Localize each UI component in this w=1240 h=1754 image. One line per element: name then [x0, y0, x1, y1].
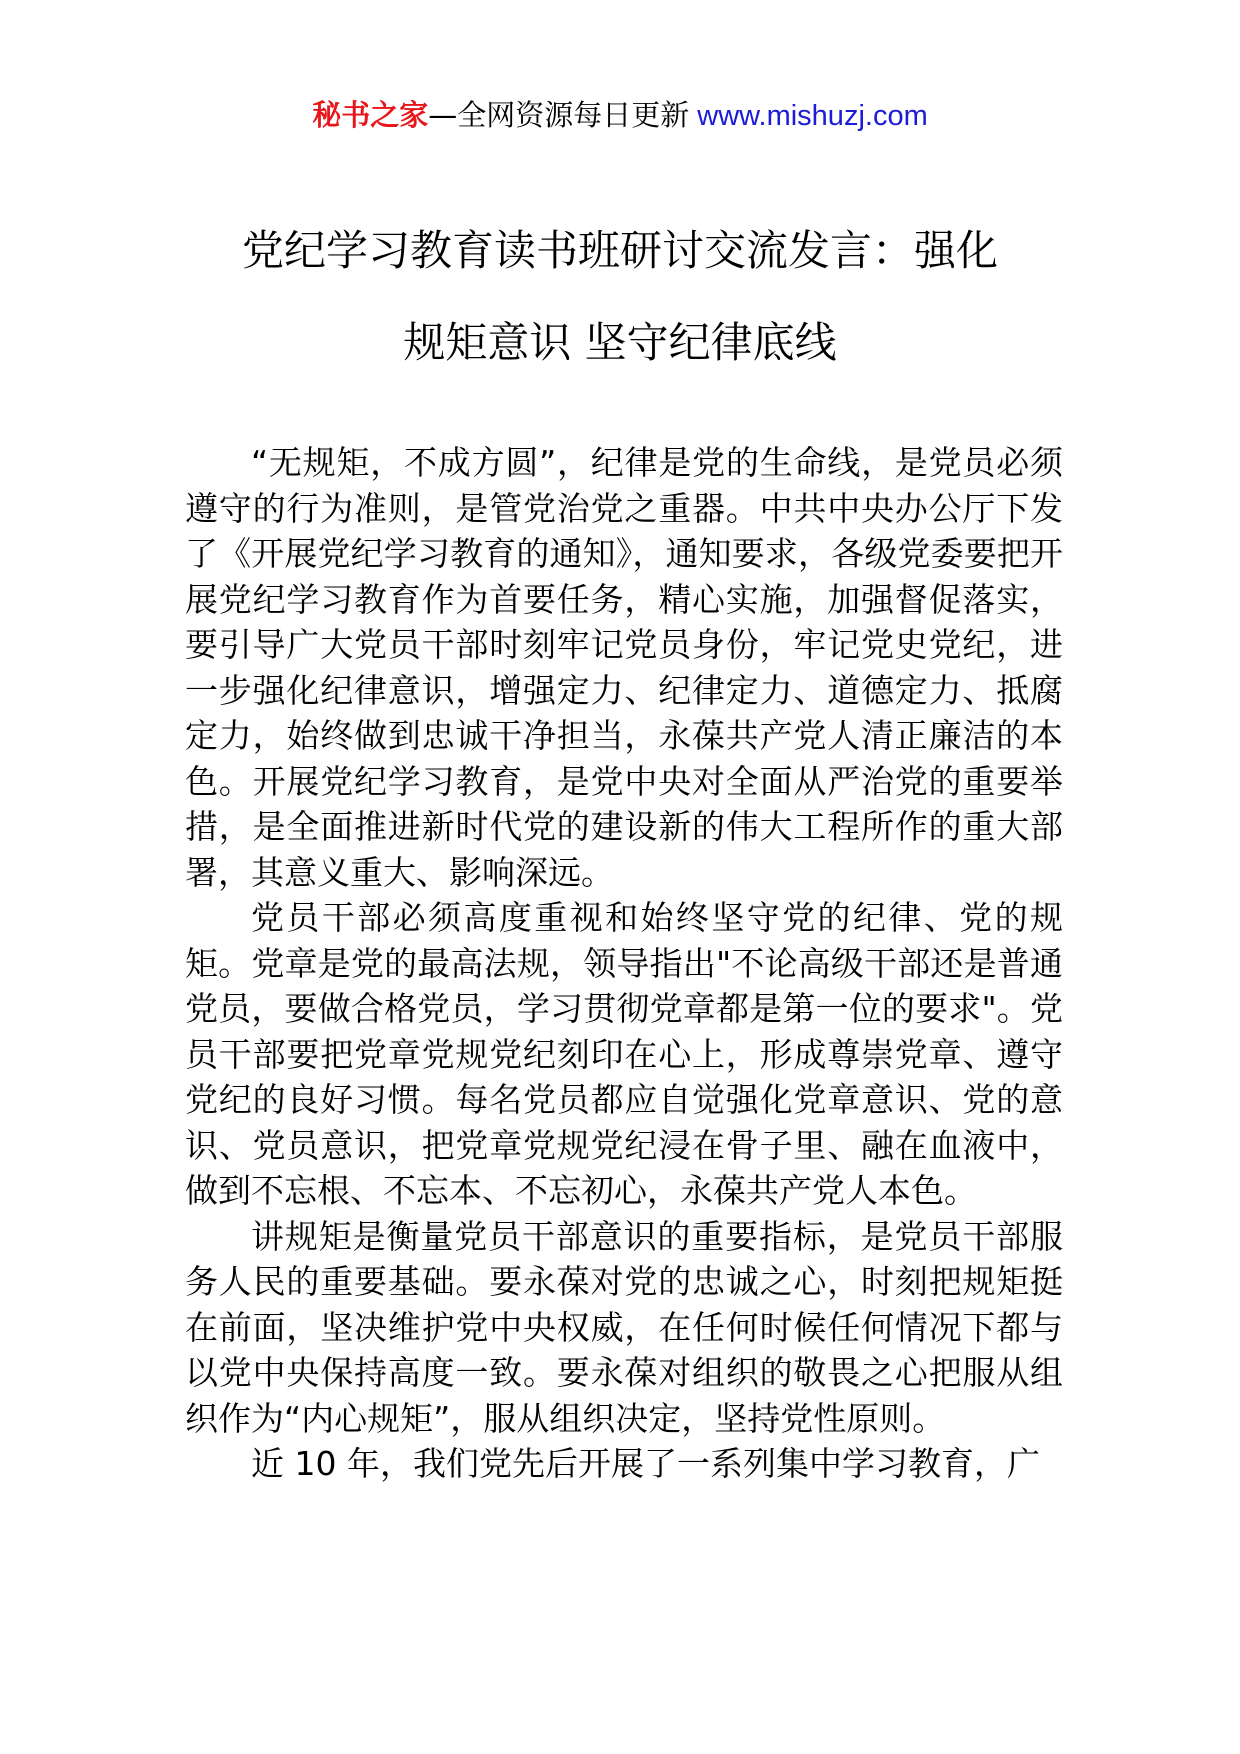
- document-title: [120, 205, 1120, 389]
- site-url-link[interactable]: www.mishuzj.com: [697, 100, 928, 132]
- site-header: [0, 95, 1240, 136]
- title-line-1: 党纪学习教育读书班研讨交流发言：强化: [241, 226, 998, 275]
- paragraph-4: 近 10 年，我们党先后开展了一系列集中学习教育，广: [251, 1444, 1040, 1483]
- paragraph-3: 讲规矩是衡量党员干部意识的重要指标，是党员干部服务人民的重要基础。要永葆对党的忠诚之心，时刻把规矩挺在前面，坚决维护党中央权威，在任何时候任何情况下都与以党中央保持高度一致。要永葆对组织的敬畏之心把服从组织作为“内心规矩”，服从组织决定，坚持党性原则。: [185, 1216, 1063, 1438]
- paragraph-1: “无规矩，不成方圆”，纪律是党的生命线，是党员必须遵守的行为准则，是管党治党之重器。中共中央办公厅下发了《开展党纪学习教育的通知》，通知要求，各级党委要把开展党纪学习教育作为首要任务，精心实施，加强督促落实，要引导广大党员干部时刻牢记党员身份，牢记党史党纪，进一步强化纪律意识，增强定力、纪律定力、道德定力、抵腐定力，始终做到忠诚干净担当，永葆共产党人清正廉洁的本色。开展党纪学习教育，是党中央对全面从严治党的重要举措，是全面推进新时代党的建设新的伟大工程所作的重大部署，其意义重大、影响深远。: [185, 443, 1063, 892]
- site-slogan: —全网资源每日更新: [428, 98, 690, 132]
- title-line-2: 规矩意识 坚守纪律底线: [403, 318, 837, 367]
- document-body: [185, 440, 1063, 1487]
- paragraph-2: 党员干部必须高度重视和始终坚守党的纪律、党的规矩。党章是党的最高法规，领导指出"不论高级干部还是普通党员，要做合格党员，学习贯彻党章都是第一位的要求"。党员干部要把党章党规党纪刻印在心上，形成尊崇党章、遵守党纪的良好习惯。每名党员都应自觉强化党章意识、党的意识、党员意识，把党章党规党纪浸在骨子里、融在血液中，做到不忘根、不忘本、不忘初心，永葆共产党人本色。: [185, 898, 1063, 1210]
- site-brand: 秘书之家: [312, 98, 429, 132]
